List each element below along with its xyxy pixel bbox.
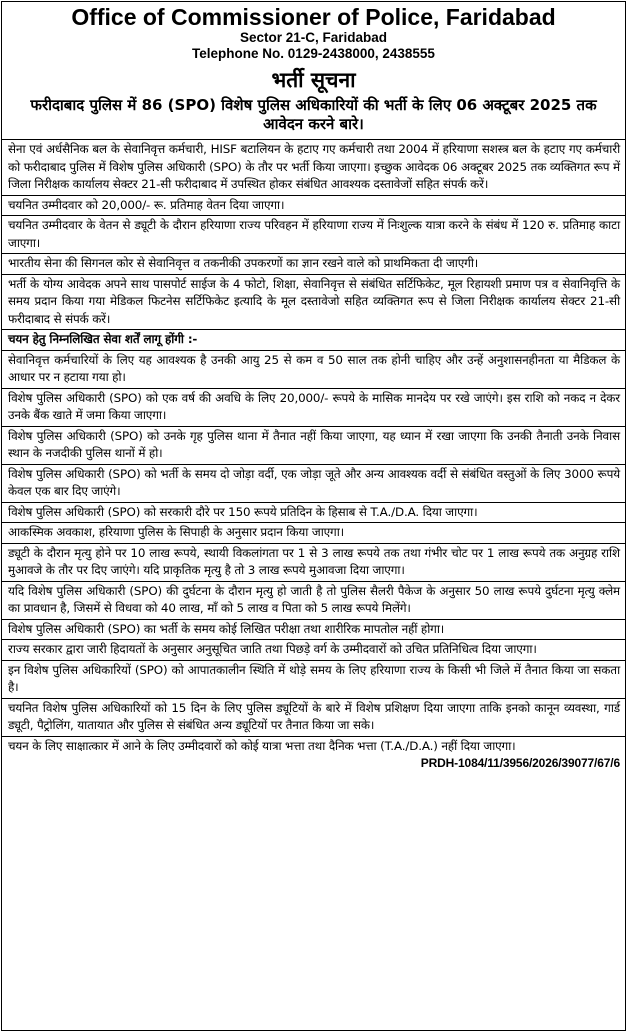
condition-item: विशेष पुलिस अधिकारी (SPO) को भर्ती के समय दो जोड़ा वर्दी, एक जोड़ा जूते और अन्य आवश्यक वर्दी से संबंधित वस्तुओं के लिए 3000 रूपये केवल एक बार दिए जाएंगे। <box>2 464 625 502</box>
priority-paragraph: भारतीय सेना की सिगनल कोर से सेवानिवृत्त व तकनीकी उपकरणों का ज्ञान रखने वाले को प्राथमिकता दी जाएगी। <box>2 253 625 274</box>
salary-paragraph: चयनित उम्मीदवार को 20,000/- रू. प्रतिमाह वेतन दिया जाएगा। <box>2 195 625 216</box>
condition-item: विशेष पुलिस अधिकारी (SPO) को सरकारी दौरे पर 150 रूपये प्रतिदिन के हिसाब से T.A./D.A. दिया जाएगा। <box>2 502 625 523</box>
recruitment-notice <box>1 1 626 1031</box>
condition-item: विशेष पुलिस अधिकारी (SPO) का भर्ती के समय कोई लिखित परीक्षा तथा शारीरिक मापतोल नहीं होगा। <box>2 619 625 640</box>
final-condition-text: चयन के लिए साक्षात्कार में आने के लिए उम्मीदवारों को कोई यात्रा भत्ता तथा दैनिक भत्ता (T.A./D.A.) नहीं दिया जाएगा। <box>8 738 516 753</box>
condition-item: ड्यूटी के दौरान मृत्यु होने पर 10 लाख रूपये, स्थायी विकलांगता पर 1 से 3 लाख रूपये तक तथा गंभीर चोट पर 1 लाख रूपये तक अनुग्रह राशि मुआवजे के तौर पर दिए जाएंगे। यदि प्राकृतिक मृत्यु है तो 3 लाख रूपये मुआवजा दिया जाएगा। <box>2 543 625 581</box>
condition-item: राज्य सरकार द्वारा जारी हिदायतों के अनुसार अनुसूचित जाति तथा पिछड़े वर्ग के उम्मीदवारों को उचित प्रतिनिधित्व दिया जाएगा। <box>2 639 625 660</box>
conditions-heading: चयन हेतु निम्नलिखित सेवा शर्तें लागू होंगी :- <box>2 329 625 350</box>
condition-item: विशेष पुलिस अधिकारी (SPO) को एक वर्ष की अवधि के लिए 20,000/- रूपये के मासिक मानदेय पर रखे जाएंगे। इस राशि को नकद न देकर उनके बैंक खाते में जमा किया जाएगा। <box>2 388 625 426</box>
office-address: Sector 21-C, Faridabad <box>239 30 388 45</box>
office-telephone: Telephone No. 0129-2438000, 2438555 <box>192 46 435 61</box>
letterhead <box>2 4 625 134</box>
condition-item: यदि विशेष पुलिस अधिकारी (SPO) की दुर्घटना के दौरान मृत्यु हो जाती है तो पुलिस सैलरी पैकेज के अनुसार 50 लाख रूपये दुर्घटना मृत्यु क्लेम का प्रावधान है, जिसमें से विधवा को 40 लाख, माँ को 5 लाख व पिता को 5 लाख रूपये मिलेंगे। <box>2 581 625 619</box>
final-condition <box>2 736 625 770</box>
intro-paragraph: सेना एवं अर्धसैनिक बल के सेवानिवृत्त कर्मचारी, HISF बटालियन के हटाए गए कर्मचारी तथा 2004 में हरियाणा सशस्त्र बल के हटाए गए कर्मचारी को फरीदाबाद पुलिस में विशेष पुलिस अधिकारी (SPO) के तौर पर भर्ती किया जाएगा। इच्छुक आवेदक 06 अक्टूबर 2025 तक व्यक्तिगत रूप में जिला निरीक्षक कार्यालय सेक्टर 21-सी फरीदाबाद में उपस्थित होकर संबंधित आवश्यक दस्तावेजों सहित संपर्क करें। <box>2 139 625 195</box>
documents-paragraph: भर्ती के योग्य आवेदक अपने साथ पासपोर्ट साईज के 4 फोटो, शिक्षा, सेवानिवृत्त से संबंधित सर्टिफिकेट, मूल रिहायशी प्रमाण पत्र व सेवानिवृत्ति के समय प्रदान किया गया मेडिकल फिटनेस सर्टिफिकेट इत्यादि के मूल दस्तावेजो सहित व्यक्तिगत रूप से जिला निरीक्षक कार्यालय सेक्टर 21-सी फरीदाबाद से संपर्क करें। <box>2 274 625 330</box>
notice-title: भर्ती सूचना <box>271 68 356 92</box>
office-name: Office of Commissioner of Police, Faridabad <box>71 4 556 30</box>
transport-deduction-paragraph: चयनित उम्मीदवार के वेतन से ड्यूटी के दौरान हरियाणा राज्य परिवहन में हरियाणा राज्य में निःशुल्क यात्रा करने के संबंध में 120 रु. प्रतिमाह काटा जाएगा। <box>2 215 625 253</box>
reference-number: PRDH-1084/11/3956/2026/39077/67/6 <box>420 756 620 770</box>
notice-headline: फरीदाबाद पुलिस में 86 (SPO) विशेष पुलिस अधिकारियों की भर्ती के लिए 06 अक्टूबर 2025 तक आवेदन करने बारे। <box>30 96 597 133</box>
condition-item: चयनित विशेष पुलिस अधिकारियों को 15 दिन के लिए पुलिस ड्यूटियों के बारे में विशेष प्रशिक्षण दिया जाएगा ताकि इनको कानून व्यवस्था, गार्ड ड्यूटी, पैट्रोलिंग, यातायात और पुलिस से संबंधित अन्य ड्यूटियों पर तैनात किया जा सके। <box>2 698 625 736</box>
condition-item: आकस्मिक अवकाश, हरियाणा पुलिस के सिपाही के अनुसार प्रदान किया जाएगा। <box>2 522 625 543</box>
condition-item: सेवानिवृत्त कर्मचारियों के लिए यह आवश्यक है उनकी आयु 25 से कम व 50 साल तक होनी चाहिए और उन्हें अनुशासनहीनता या मैडिकल के आधार पर न हटाया गया हो। <box>2 350 625 388</box>
condition-item: इन विशेष पुलिस अधिकारियों (SPO) को आपातकालीन स्थिति में थोड़े समय के लिए हरियाणा राज्य के किसी भी जिले में तैनात किया जा सकता है। <box>2 660 625 698</box>
condition-item: विशेष पुलिस अधिकारी (SPO) को उनके गृह पुलिस थाना में तैनात नहीं किया जाएगा, यह ध्यान में रखा जाएगा कि उनकी तैनाती उनके निवास स्थान के नजदीकी पुलिस थानों में हो। <box>2 426 625 464</box>
